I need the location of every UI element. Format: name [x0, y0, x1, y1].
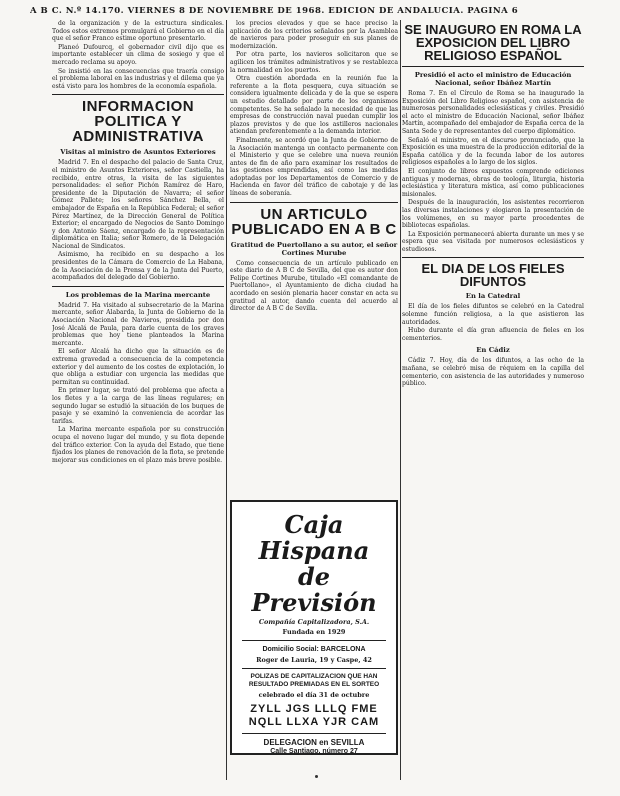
ad-policies: celebrado el día 31 de octubre	[258, 691, 370, 699]
paragraph: Asimismo, ha recibido en su despacho a los presidentes de la Cámara de Comercio de La Habana, de la Asociación de la Prensa y de la Junta del Puerto, acompañados del delegado del Gobierno.	[52, 251, 224, 282]
ad-policies: RESULTADO PREMIADAS EN EL SORTEO	[248, 681, 380, 688]
paragraph: los precios elevados y que se hace preciso la aplicación de los criterios señalados por la Asamblea de navieros para poder proseguir en sus planes de modernización.	[230, 20, 398, 50]
headline: EL DIA DE LOS FIELES DIFUNTOS	[421, 261, 565, 290]
lead-text	[52, 20, 224, 90]
masthead: A B C. N.º 14.170. VIERNES 8 DE NOVIEMBRE DE 1968. EDICION DE ANDALUCIA. PAGINA 6	[30, 6, 519, 16]
ad-company: Compañía Capitalizadora, S.A.	[258, 618, 370, 626]
paragraph: Madrid 7. Ha visitado al subsecretario de la Marina mercante, señor Alabarda, la Junta de Gobierno de la Asociación Nacional de Navieros, presidida por don José Alcalá de Paula, para darle cuenta de los graves problemas que hoy tiene planteados la Marina mercante.	[52, 301, 224, 347]
divider	[242, 668, 386, 669]
divider	[242, 640, 386, 641]
paragraph: La Marina mercante española por su construcción ocupa el noveno lugar del mundo, y su flota depende del tráfico exterior. Con la ayuda del Estado, que tiene fijados los planes de renovación de la flota, se pretende mejorar sus condiciones en el plazo más breve posible.	[52, 426, 224, 464]
headline: UN ARTICULO PUBLICADO EN A B C	[231, 205, 397, 238]
ad-founded: Fundada en 1929	[282, 628, 346, 636]
subheading: Presidió el acto el ministro de Educación Nacional, señor Ibáñez Martín	[414, 71, 572, 87]
divider	[52, 286, 224, 287]
paragraph: Madrid 7. En el despacho del palacio de Santa Cruz, el ministro de Asuntos Exteriores, señor Castiella, ha recibido, entre otras, la visita de las siguientes personalidades: el señor Pichón Ramírez de Haro, presidente de la Diputación de Navarra; el señor Gómez Pallete; los señores Sánchez Bella, el embajador de España en la República Federal; el señor Pérez Martínez, de la Dirección General de Política Exterior; el encargado de Negocios de Santo Domingo y don Antonio Sáenz, encargado de la representación diplomática en Italia; señor Romero, de la Delegación Nacional de Sindicatos.	[52, 159, 224, 250]
subheading: Los problemas de la Marina mercante	[65, 290, 211, 299]
column-3	[402, 20, 584, 780]
paragraph: En primer lugar, se trató del problema que afecta a los fletes y a la carga de las líneas regulares; en segundo lugar se estudió la situación de los buques de pasaje y se examinó la conveniencia de acordar las tarifas.	[52, 387, 224, 425]
subheading: Gratitud de Puertollano a su autor, el señor Cortines Murube	[230, 240, 398, 257]
article-body	[402, 90, 584, 253]
paragraph: Como consecuencia de un artículo publicado en este diario de A B C de Sevilla, del que es autor don Felipe Cortines Murube, titulado «El comandante de Puertollano», el Ayuntamiento de dicha ciudad ha acordado en sesión plenaria hacer constar en acta su gratitud al autor, dando cuenta del acuerdo al director de A B C de Sevilla.	[230, 259, 398, 313]
headline: SE INAUGURO EN ROMA LA EXPOSICION DEL LIBRO RELIGIOSO ESPAÑOL	[404, 22, 582, 63]
paragraph: Finalmente, se acordó que la Junta de Gobierno de la Asociación mantenga un contacto permanente con el Ministerio y que se celebre una nueva reunión antes de fin de año para examinar los resultados de las gestiones emprendidas, así como las medidas adoptadas por los Departamentos de Comercio y de Hacienda en favor del tráfico de cabotaje y de las líneas de soberanía.	[230, 136, 398, 198]
article-body	[230, 260, 398, 313]
subheading: En la Catedral	[465, 292, 521, 301]
paragraph: Otra cuestión abordada en la reunión fue la referente a la flota pesquera, cuya situación se considera igualmente delicada y de la que se espera un estudio detallado por parte de los organismos competentes. Se ha señalado la necesidad de que las empresas de construcción naval puedan cumplir los plazos previstos y de que los astilleros nacionales atiendan preferentemente a la demanda interior.	[230, 75, 398, 136]
paragraph: de la organización y de la estructura sindicales. Todos estos extremos promulgará el Gobierno en el día que el señor Franco estime oportuno presentarlo.	[52, 20, 224, 43]
ad-address: Domicilio Social: BARCELONA	[262, 646, 366, 653]
paragraph: Cádiz 7. Hoy, día de los difuntos, a las ocho de la mañana, se celebró misa de réquiem en la capilla del cementerio, con asistencia de las autoridades y numeroso público.	[402, 357, 584, 388]
ad-delegation: DELEGACION en SEVILLA	[263, 738, 365, 747]
divider	[402, 257, 584, 258]
subheading: En Cádiz	[476, 346, 510, 355]
divider	[242, 733, 386, 734]
paragraph: Después de la inauguración, los asistentes recorrieron las diversas instalaciones y elogiaron la presentación de los volúmenes, en su mayor parte procedentes de bibliotecas españolas.	[402, 199, 584, 230]
ad-title	[232, 512, 396, 616]
paragraph: Por otra parte, los navieros solicitaron que se agilicen los trámites administrativos y se restablezca la normalidad en los puertos.	[230, 51, 398, 74]
paragraph: Planeó Dufourcq, el gobernador civil dijo que es importante establecer un clima de sosiego y que el mercado reclama su apoyo.	[52, 43, 224, 66]
ad-code-row: NQLL LLXA YJR CAM	[248, 716, 380, 728]
divider	[52, 94, 224, 95]
ad-title-line: de Previsión	[251, 562, 377, 617]
paragraph: Se insistió en las consecuencias que traería consigo el problema laboral en las industrias y el dilema que ya está visto para los hombres de la economía española.	[52, 67, 224, 90]
ad-policies: POLIZAS DE CAPITALIZACION QUE HAN	[250, 673, 378, 680]
paragraph: El señor Alcalá ha dicho que la situación es de extrema gravedad a consecuencia de la competencia exterior y del aumento de los costes de explotación, lo que obliga a estudiar con urgencia las medidas que permitan su continuidad.	[52, 348, 224, 386]
ad-codes	[232, 703, 396, 729]
paragraph: Hubo durante el día gran afluencia de fieles en los cementerios.	[402, 327, 584, 342]
article-body	[230, 20, 398, 198]
column-rule	[400, 20, 401, 780]
paragraph: La Exposición permanecerá abierta durante un mes y se espera que sea visitada por numerosos eclesiásticos y estudiosos.	[402, 230, 584, 253]
paragraph: El día de los fieles difuntos se celebró en la Catedral solemne función religiosa, a la que asistieron las autoridades.	[402, 303, 584, 326]
article-body	[402, 303, 584, 342]
column-1	[52, 20, 224, 780]
column-rule	[226, 20, 227, 780]
subheading: Visitas al ministro de Asuntos Exteriores	[60, 148, 216, 157]
article-body	[402, 357, 584, 387]
ad-address: Roger de Lauria, 19 y Caspe, 42	[256, 656, 372, 664]
footer-dot	[315, 775, 318, 778]
divider	[230, 202, 398, 203]
ad-code-row: ZYLL JGS LLLQ FME	[250, 703, 378, 715]
ad-delegation: Calle Santiago, número 27	[270, 748, 358, 755]
article-body	[52, 159, 224, 282]
article-body	[52, 302, 224, 464]
advertisement	[230, 500, 398, 755]
paragraph: Roma 7. En el Círculo de Roma se ha inaugurado la Exposición del Libro Religioso español, con asistencia de numerosas personalidades eclesiásticas y civiles. Presidió el acto el ministro de Educación Nacional, señor Ibáñez Martín, acompañado del embajador de España cerca de la Santa Sede y de representantes del cuerpo diplomático.	[402, 90, 584, 135]
paragraph: El conjunto de libros expuestos comprende ediciones antiguas y modernas, obras de teología, liturgia, historia eclesiástica y literatura mística, así como publicaciones misionales.	[402, 167, 584, 198]
divider	[402, 66, 584, 67]
column-2	[230, 20, 398, 498]
paragraph: Señaló el ministro, en el discurso pronunciado, que la Exposición es una muestra de la producción editorial de la España católica y de la fecunda labor de los autores religiosos españoles a lo largo de los siglos.	[402, 136, 584, 167]
ad-title-line: Caja Hispana	[258, 510, 370, 565]
section-title: INFORMACION POLITICA Y ADMINISTRATIVA	[72, 98, 204, 146]
